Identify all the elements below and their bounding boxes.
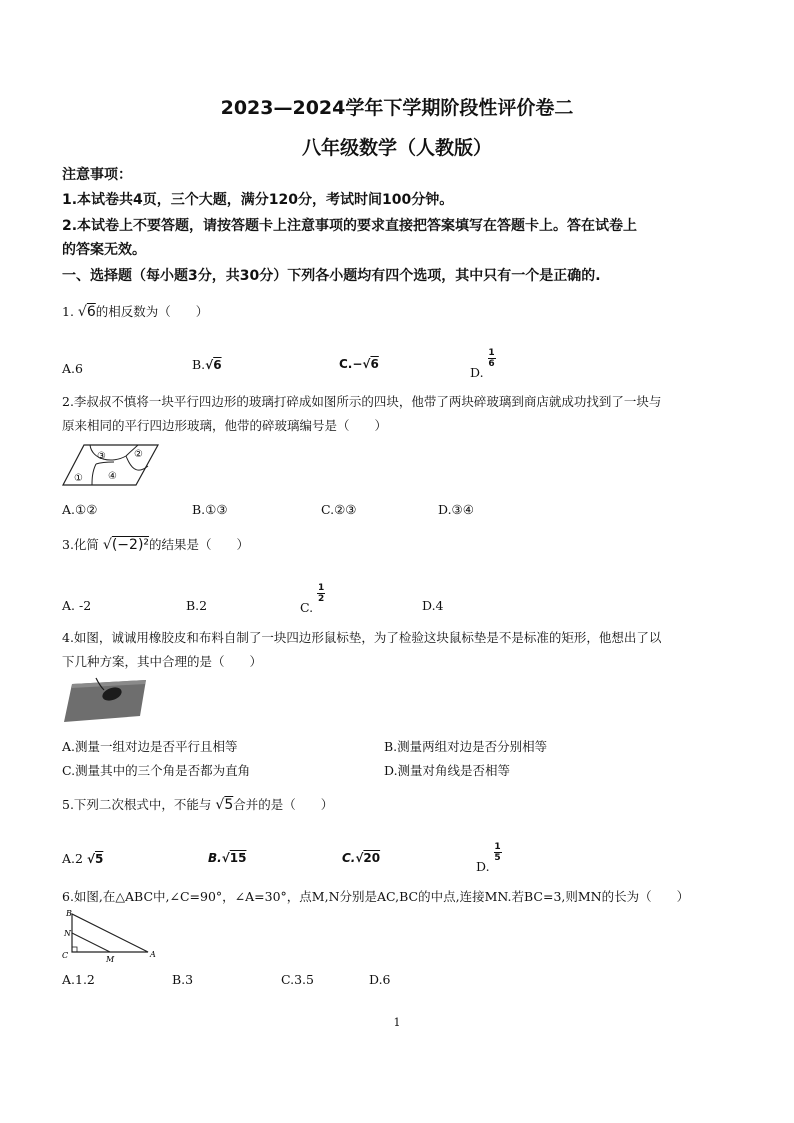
q4-mouse-pad-image [62,676,148,726]
q2-option-a: A.①② [62,502,98,517]
q1-option-c: C.−√6 [339,357,379,371]
question-6: 6.如图,在△ABC中,∠C=90°，∠A=30°，点M,N分别是AC,BC的中点,连接MN.若BC=3,则MN的长为（ ） [62,889,690,904]
q1-option-b: B.√6 [192,357,222,372]
q1-suffix: 的相反数为（ ） [95,304,209,319]
triangle-abc [72,914,148,952]
q3-option-a: A. -2 [62,598,92,613]
q1-d-fraction: $\frac{1}{6}$ [488,348,495,369]
right-angle-mark [72,947,77,952]
q5-option-c: C.√20 [342,851,381,865]
q4-option-b: B.测量两组对边是否分别相等 [384,739,548,754]
q1-prefix: 1. [62,304,74,319]
notice-line-2b: 的答案无效。 [62,242,146,258]
sqrt-symbol: √ [77,304,87,320]
exam-subtitle: 八年级数学（人教版） [301,137,492,159]
q5-option-a: A.2 √5 [62,851,104,866]
q4-option-c: C.测量其中的三个角是否都为直角 [62,763,251,778]
crack-line-1 [90,445,126,460]
question-2-line-1: 2.李叔叔不慎将一块平行四边形的玻璃打碎成如图所示的四块，他带了两块碎玻璃到商店就成功找到了一块与 [62,394,662,409]
question-1 [62,302,208,320]
section-1-heading: 一、选择题（每小题3分，共30分）下列各小题均有四个选项，其中只有一个是正确的. [62,268,601,284]
q6-option-b: B.3 [172,972,194,987]
q5-radicand: 5 [224,797,234,813]
q3-option-d: D.4 [422,598,444,613]
label-n: N [64,929,71,938]
q2-option-b: B.①③ [192,502,228,517]
q1-option-d: D. $\frac{1}{6}$ [470,348,495,380]
page-number: 1 [393,1016,401,1029]
label-c: C [62,951,69,960]
q4-option-d: D.测量对角线是否相等 [384,763,511,778]
q1-option-a: A.6 [62,361,83,376]
fig-label-1: ① [74,473,83,484]
q3-option-c: C. $\frac{1}{2}$ [300,583,325,615]
q2-option-d: D.③④ [438,502,474,517]
q5-d-fraction: $\frac{1}{5}$ [494,842,501,863]
question-5: 5.下列二次根式中，不能与 √5合并的是（ ） [62,797,334,813]
notice-heading: 注意事项： [62,167,132,183]
q4-option-a: A.测量一组对边是否平行且相等 [62,739,238,754]
q6-option-a: A.1.2 [62,972,95,987]
sqrt-symbol: √ [102,537,112,553]
fig-label-2: ② [134,449,143,460]
question-4-line-2: 下几种方案，其中合理的是（ ） [62,654,263,669]
q6-option-d: D.6 [369,972,391,987]
q6-option-c: C.3.5 [281,972,314,987]
q3-option-b: B.2 [186,598,208,613]
fig-label-4: ④ [108,471,117,482]
crack-line-4 [92,464,96,485]
q3-c-fraction: $\frac{1}{2}$ [317,583,325,604]
question-2-line-2: 原来相同的平行四边形玻璃，他带的碎玻璃编号是（ ） [62,418,388,433]
fig-label-3: ③ [97,451,106,462]
notice-line-2a: 2.本试卷上不要答题，请按答题卡上注意事项的要求直接把答案填写在答题卡上。答在试卷上 [62,218,638,234]
question-4-line-1: 4.如图，诚诚用橡胶皮和布料自制了一块四边形鼠标垫，为了检验这块鼠标垫是不是标准的矩形，他想出了以 [62,630,662,645]
label-m: M [106,955,115,964]
q5-option-d: D. $\frac{1}{5}$ [476,842,501,874]
q2-broken-glass-figure [62,442,162,488]
segment-mn [72,933,110,952]
q6-triangle-figure [60,906,164,964]
notice-line-1: 1.本试卷共4页，三个大题，满分120分，考试时间100分钟。 [62,192,454,208]
sqrt-symbol: √ [215,797,225,813]
q3-radicand: (−2)² [111,537,150,553]
q5-option-b: B.√15 [208,851,247,865]
exam-title: 2023—2024学年下学期阶段性评价卷二 [220,97,574,119]
q2-option-c: C.②③ [321,502,357,517]
q1-radicand: 6 [86,304,96,320]
label-a: A [150,950,156,959]
question-3: 3.化简 √(−2)²的结果是（ ） [62,537,250,553]
crack-line-5 [96,462,114,464]
label-b: B [66,909,72,918]
